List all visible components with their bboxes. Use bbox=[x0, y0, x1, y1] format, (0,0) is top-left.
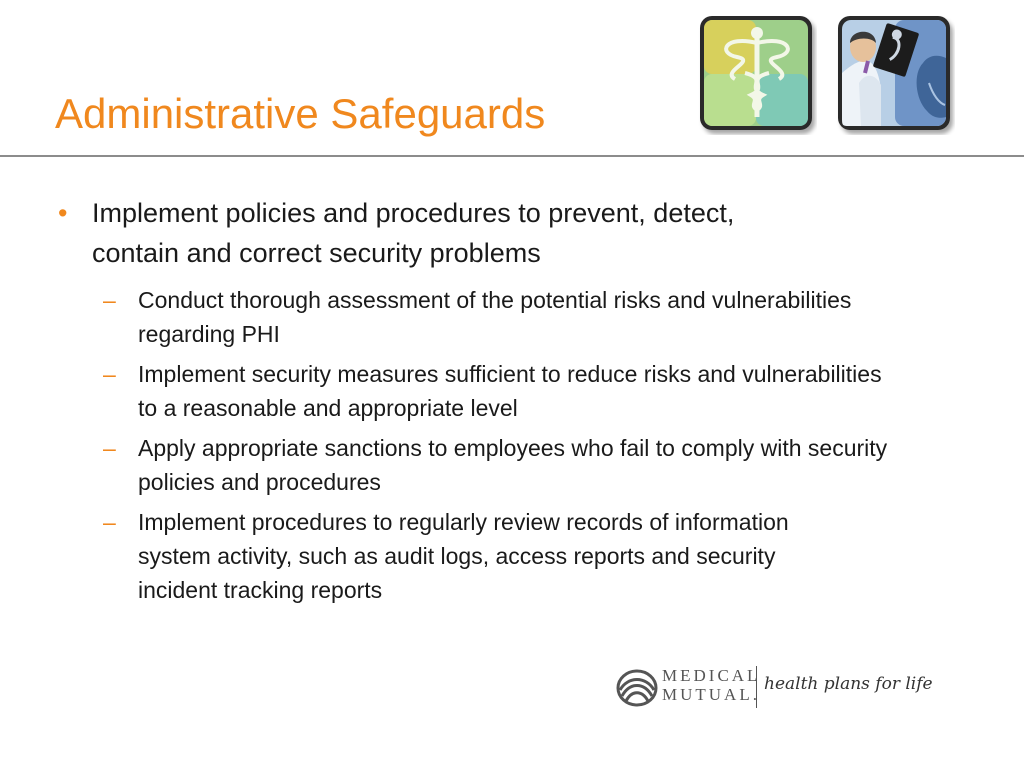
logo-tagline: health plans for life bbox=[764, 674, 933, 694]
bullet-marker-icon: • bbox=[58, 198, 68, 228]
sub-bullet-text: Implement procedures to regularly review records of information system activity, such as audit logs, access reports and security incident tracking reports bbox=[138, 509, 789, 603]
sub-bullet-item bbox=[58, 505, 928, 607]
sub-bullet-item bbox=[58, 431, 928, 499]
sub-bullet-text: Conduct thorough assessment of the potential risks and vulnerabilities regarding PHI bbox=[138, 287, 852, 347]
sub-bullet-item bbox=[58, 283, 928, 351]
dash-icon: – bbox=[103, 361, 116, 387]
logo-word-mutual: MUTUAL. bbox=[662, 685, 760, 704]
title-divider bbox=[0, 155, 1024, 157]
medical-mutual-logo bbox=[616, 662, 936, 712]
dash-icon: – bbox=[103, 435, 116, 461]
logo-divider bbox=[756, 666, 757, 708]
logo-mark-icon bbox=[616, 668, 658, 708]
dash-icon: – bbox=[103, 509, 116, 535]
sub-bullet-text: Apply appropriate sanctions to employees who fail to comply with security policies and procedures bbox=[138, 435, 888, 495]
sub-bullet-text: Implement security measures sufficient to reduce risks and vulnerabilities to a reasonable and appropriate level bbox=[138, 361, 882, 421]
slide-content bbox=[58, 193, 928, 613]
sub-bullet-list bbox=[58, 283, 928, 607]
logo-word-medical: MEDICAL bbox=[662, 666, 761, 685]
doctor-xray-icon bbox=[835, 13, 955, 135]
caduceus-icon bbox=[697, 13, 817, 135]
dash-icon: – bbox=[103, 287, 116, 313]
slide-title: Administrative Safeguards bbox=[55, 90, 546, 137]
bullet-item bbox=[58, 193, 928, 273]
sub-bullet-item bbox=[58, 357, 928, 425]
bullet-text: Implement policies and procedures to prevent, detect, contain and correct security problems bbox=[92, 198, 735, 268]
